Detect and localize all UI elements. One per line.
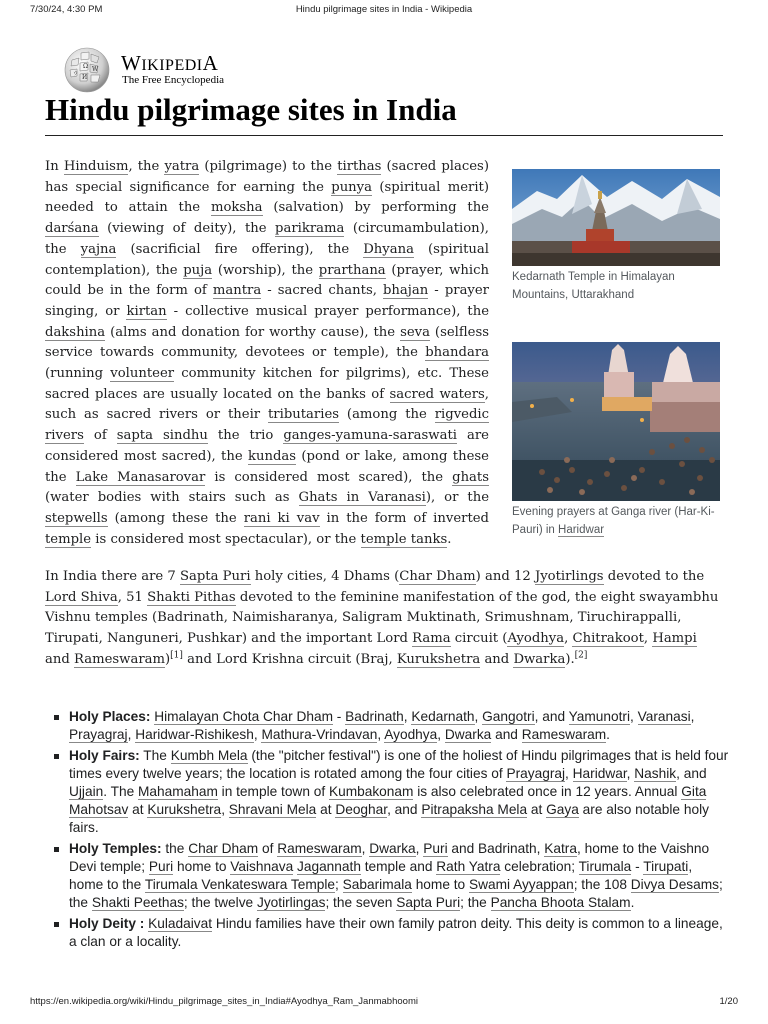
body-text: devoted to the: [603, 569, 705, 584]
kedarnath-figure: [512, 169, 720, 304]
article-link[interactable]: stepwells: [45, 510, 108, 526]
bullet-icon: [54, 715, 59, 720]
page-number: 1/20: [719, 996, 738, 1007]
body-text: (worship), the: [212, 262, 319, 278]
article-link[interactable]: Nashik: [634, 766, 677, 781]
body-text: ,: [377, 727, 385, 742]
article-link[interactable]: sacred waters: [389, 386, 485, 402]
list-item-label: Holy Deity :: [69, 916, 145, 931]
svg-text:Ω: Ω: [83, 63, 88, 70]
body-text: , the: [128, 159, 165, 174]
article-link[interactable]: Deoghar: [335, 802, 388, 817]
body-text: (prayer, which could be in the form of: [45, 262, 490, 299]
body-text: , and: [534, 709, 569, 724]
intro-paragraph: [45, 157, 489, 550]
body-text: ,: [437, 727, 445, 742]
body-text: ,: [361, 841, 370, 856]
body-text: In: [45, 159, 64, 174]
body-text: and: [480, 651, 514, 667]
body-text: ).: [565, 651, 575, 667]
wikipedia-tagline: The Free Encyclopedia: [122, 74, 225, 86]
body-text: ,: [221, 802, 229, 817]
body-text: ,: [253, 727, 262, 742]
body-text: .: [606, 727, 610, 742]
body-text: ,: [630, 709, 638, 724]
body-text: ,: [643, 631, 653, 647]
body-text: , home to the: [69, 859, 693, 892]
article-link[interactable]: Mahamaham: [137, 784, 218, 799]
body-text: (sacred places) has special significance for earning the: [45, 159, 489, 195]
article-link[interactable]: Rameswaram: [277, 841, 362, 856]
body-text: (circumambulation), the: [45, 221, 489, 257]
article-link[interactable]: Dwarka: [513, 651, 566, 667]
article-link[interactable]: kirtan: [126, 303, 167, 319]
body-text: ; the twelve: [183, 895, 257, 910]
list-item: [50, 708, 730, 744]
article-link[interactable]: temple: [45, 531, 92, 547]
body-text: and Lord Krishna circuit (Braj,: [182, 651, 397, 667]
page-title: Hindu pilgrimage sites in India: [45, 92, 457, 127]
body-text: ,: [565, 766, 573, 781]
article-link[interactable]: Lord Shiva: [45, 589, 118, 605]
article-link[interactable]: sapta sindhu: [116, 428, 208, 444]
body-text: (selfless service towards community, devotees or temple), the: [45, 324, 489, 361]
body-text: ,: [690, 709, 695, 724]
body-text: -: [333, 709, 346, 724]
body-text: -: [631, 859, 644, 874]
article-link[interactable]: Gaya: [546, 802, 579, 817]
list-item: [50, 840, 730, 912]
article-link[interactable]: Shakti Pithas: [147, 589, 236, 605]
body-text: and: [491, 727, 522, 742]
article-link[interactable]: moksha: [210, 200, 263, 216]
article-link[interactable]: ganges-yamuna-saraswati: [283, 428, 457, 444]
article-link[interactable]: Jyotirlings: [534, 569, 604, 584]
article-link[interactable]: Kurukshetra: [396, 651, 481, 667]
body-text: devoted to the feminine manifestation of the god, the eight swayambhu Vishnu temples (Badrinath, Naimisharanya, Saligram Muktinath, Srimushnam, Tiruchirappalli, Tirupati, Nanguneri, Pushkar) and the important Lord: [45, 589, 719, 647]
body-text: are also notable holy fairs.: [69, 802, 709, 835]
article-link[interactable]: tirthas: [337, 159, 382, 174]
article-link[interactable]: Haridwar: [572, 766, 627, 781]
body-text: the: [161, 841, 189, 856]
article-link[interactable]: Rameswaram: [74, 651, 165, 667]
haridwar-caption: Evening prayers at Ganga river (Har-Ki-Pauri) in Haridwar: [512, 506, 715, 536]
body-text: (alms and donation for worthy cause), the: [105, 324, 401, 340]
print-datetime: 7/30/24, 4:30 PM: [30, 4, 103, 15]
bullet-icon: [54, 754, 59, 759]
article-link[interactable]: Haridwar-Rishikesh: [135, 727, 254, 742]
article-link[interactable]: parikrama: [275, 221, 345, 237]
haridwar-figure: [512, 342, 720, 539]
article-link[interactable]: rani ki vav: [243, 510, 320, 526]
body-text: , and: [387, 802, 422, 817]
body-text: in temple town of: [217, 784, 329, 799]
article-link[interactable]: Char Dham: [399, 569, 476, 584]
article-link[interactable]: Himalayan Chota Char Dham: [154, 709, 333, 724]
body-text: (water bodies with stairs such as: [45, 490, 299, 506]
print-url: https://en.wikipedia.org/wiki/Hindu_pilgrimage_sites_in_India#Ayodhya_Ram_Janmabhoomi: [30, 996, 418, 1007]
print-footer: [0, 996, 768, 1012]
article-link[interactable]: bhajan: [382, 283, 429, 299]
body-text: , home to the Vaishno Devi temple;: [69, 841, 710, 874]
article-link[interactable]: Ayodhya: [507, 631, 565, 647]
body-text: (salvation) by performing the: [262, 200, 489, 216]
article-link[interactable]: Shakti Peethas: [91, 895, 184, 910]
body-text: ; the 108: [573, 877, 631, 892]
article-link[interactable]: Sabarimala: [342, 877, 412, 892]
article-link[interactable]: temple tanks: [360, 531, 448, 547]
citation-ref[interactable]: [1]: [170, 650, 183, 661]
body-text: at: [128, 802, 148, 817]
body-text: (running: [45, 366, 111, 382]
print-header: [0, 4, 768, 20]
article-link[interactable]: Gita Mahotsav: [69, 784, 707, 817]
article-link[interactable]: Dhyana: [363, 241, 414, 257]
body-text: , and: [676, 766, 707, 781]
body-text: circuit (: [450, 631, 508, 647]
body-text: home to: [411, 877, 469, 892]
list-item: [50, 915, 730, 951]
body-text: (among the: [339, 407, 435, 423]
article-link[interactable]: Dwarka: [444, 727, 492, 742]
body-text: (spiritual merit) needed to attain the: [45, 179, 489, 216]
article-link[interactable]: Mathura-Vrindavan: [261, 727, 378, 742]
body-text: community kitchen for pilgrims), etc. These sacred places are usually located on the banks of: [45, 366, 489, 402]
article-link[interactable]: Kedarnath: [411, 709, 475, 724]
article-link[interactable]: volunteer: [110, 366, 175, 382]
article-link[interactable]: Chitrakoot: [572, 631, 644, 647]
article-link[interactable]: Puri: [148, 859, 174, 874]
article-link[interactable]: Rath Yatra: [436, 859, 501, 874]
body-text: - collective musical prayer performance), the: [166, 303, 489, 319]
svg-text:И: И: [82, 74, 88, 81]
article-link[interactable]: seva: [400, 324, 430, 340]
body-text: ,: [403, 709, 412, 724]
body-text: temple and: [360, 859, 437, 874]
body-text: (viewing of deity), the: [98, 221, 276, 237]
body-text: .: [447, 531, 452, 547]
body-text: (pond or lake, among these the: [45, 448, 489, 485]
article-link[interactable]: Rameswaram: [521, 727, 607, 742]
article-link[interactable]: Hampi: [652, 631, 697, 647]
body-text: - prayer singing, or: [45, 283, 489, 319]
bullet-icon: [54, 847, 59, 852]
article-link[interactable]: Char Dham: [188, 841, 259, 856]
list-item-label: Holy Temples:: [69, 841, 162, 856]
body-text: at: [527, 802, 547, 817]
article-link[interactable]: Tirumala: [578, 859, 632, 874]
article-link[interactable]: Vaishnava: [230, 859, 294, 874]
article-link[interactable]: Ujjain: [69, 784, 104, 799]
body-text: , 51: [117, 589, 148, 605]
body-text: and Badrinath,: [447, 841, 545, 856]
body-text: ,: [564, 631, 573, 647]
holy-cities-paragraph: [45, 567, 723, 671]
article-link[interactable]: Sapta Puri: [396, 895, 461, 910]
svg-text:ウ: ウ: [73, 71, 79, 77]
article-link[interactable]: Pitrapaksha Mela: [421, 802, 528, 817]
article-link[interactable]: Varanasi: [637, 709, 691, 724]
article-link[interactable]: Jagannath: [297, 859, 361, 874]
body-text: (spiritual contemplation), the: [45, 241, 489, 278]
body-text: ;: [335, 877, 343, 892]
body-text: is also celebrated once in 12 years. Annual: [413, 784, 682, 799]
article-link[interactable]: Katra: [544, 841, 577, 856]
body-text: celebration;: [500, 859, 579, 874]
article-link[interactable]: Jyotirlingas: [256, 895, 326, 910]
article-link[interactable]: tributaries: [268, 407, 340, 423]
body-text: ,: [127, 727, 136, 742]
article-link[interactable]: Ghats in Varanasi: [298, 490, 426, 506]
svg-text:W: W: [92, 66, 99, 73]
body-text: ,: [626, 766, 635, 781]
article-link[interactable]: prarthana: [318, 262, 386, 278]
article-link[interactable]: Rama: [412, 631, 451, 647]
body-text: , such as sacred rivers or their: [45, 386, 489, 423]
kedarnath-caption: Kedarnath Temple in Himalayan Mountains, Uttarakhand: [512, 271, 675, 301]
article-link[interactable]: Yamunotri: [568, 709, 631, 724]
article-link[interactable]: Shravani Mela: [228, 802, 317, 817]
body-text: of: [83, 428, 117, 444]
article-link[interactable]: mantra: [212, 283, 262, 299]
article-link[interactable]: Kurukshetra: [147, 802, 222, 817]
body-text: at: [316, 802, 336, 817]
kedarnath-temple-image[interactable]: [512, 169, 720, 266]
body-text: holy cities, 4 Dhams (: [250, 569, 400, 584]
article-link[interactable]: Kuladaivat: [148, 916, 213, 931]
wikipedia-globe-icon[interactable]: [62, 44, 112, 94]
body-text: ) and 12: [475, 569, 535, 584]
article-link[interactable]: Hinduism: [63, 159, 129, 174]
article-link[interactable]: Lake Manasarovar: [75, 469, 206, 485]
article-link[interactable]: Puri: [423, 841, 448, 856]
body-text: and: [45, 651, 74, 667]
body-text: ): [165, 651, 171, 667]
title-divider: [45, 135, 723, 136]
bullet-icon: [54, 922, 59, 927]
body-text: of: [258, 841, 278, 856]
body-text: ; the seven: [325, 895, 397, 910]
ganga-prayers-image[interactable]: [512, 342, 720, 501]
article-link[interactable]: kundas: [248, 448, 297, 464]
body-text: ; the: [460, 895, 491, 910]
article-link[interactable]: Prayagraj: [506, 766, 566, 781]
list-item-label: Holy Places:: [69, 709, 151, 724]
body-text: The: [139, 748, 171, 763]
article-link[interactable]: Sapta Puri: [179, 569, 251, 584]
body-text: - sacred chants,: [261, 283, 383, 299]
body-text: ), or the: [425, 490, 490, 506]
article-link[interactable]: Ayodhya: [384, 727, 438, 742]
article-link[interactable]: dakshina: [45, 324, 106, 340]
article-link[interactable]: Swami Ayyappan: [468, 877, 574, 892]
article-link[interactable]: rigvedic rivers: [45, 407, 489, 444]
haridwar-link[interactable]: Haridwar: [558, 524, 605, 536]
body-text: in the form of inverted: [319, 510, 489, 526]
list-item-label: Holy Fairs:: [69, 748, 140, 763]
article-link[interactable]: yajna: [80, 241, 117, 257]
list-item: [50, 747, 730, 837]
article-link[interactable]: Divya Desams: [630, 877, 720, 892]
body-text: (the "pitcher festival") is one of the holiest of Hindu pilgrimages that is held four times every twelve years; the location is rotated among the four cities of: [69, 748, 729, 781]
article-link[interactable]: Prayagraj: [69, 727, 128, 742]
article-link[interactable]: bhandara: [425, 345, 489, 361]
body-text: ,: [415, 841, 424, 856]
pilgrimage-categories-list: [50, 708, 730, 954]
body-text: Hindu families have their own family patron deity. This deity is common to a lineage, a clan or a locality.: [69, 916, 723, 949]
article-link[interactable]: Dwarka: [369, 841, 416, 856]
article-link[interactable]: Kumbakonam: [328, 784, 414, 799]
article-link[interactable]: Badrinath: [345, 709, 404, 724]
body-text: (pilgrimage) to the: [199, 159, 338, 174]
article-link[interactable]: punya: [331, 179, 372, 195]
body-text: In India there are 7: [45, 569, 180, 584]
body-text: are considered most sacred), the: [45, 428, 489, 464]
article-link[interactable]: Kumbh Mela: [170, 748, 248, 763]
article-link[interactable]: yatra: [164, 159, 200, 174]
article-link[interactable]: Tirumala Venkateswara Temple: [144, 877, 336, 892]
article-link[interactable]: Pancha Bhoota Stalam: [490, 895, 631, 910]
article-link[interactable]: puja: [183, 262, 213, 278]
wikipedia-wordmark[interactable]: WIKIPEDIA: [121, 51, 219, 75]
body-text: .: [630, 895, 635, 910]
article-link[interactable]: ghats: [452, 469, 489, 485]
body-text: (among these the: [107, 510, 244, 526]
article-link[interactable]: Gangotri: [482, 709, 535, 724]
body-text: ,: [474, 709, 483, 724]
citation-ref[interactable]: [2]: [574, 650, 588, 661]
body-text: is considered most scared), the: [205, 469, 453, 485]
body-text: (sacrificial fire offering), the: [116, 241, 364, 257]
print-doc-title: Hindu pilgrimage sites in India - Wikipedia: [295, 4, 473, 15]
body-text: . The: [103, 784, 138, 799]
article-link[interactable]: darśana: [45, 221, 99, 237]
body-text: home to: [173, 859, 231, 874]
article-link[interactable]: Tirupati: [643, 859, 689, 874]
body-text: ; the: [69, 877, 723, 910]
body-text: is considered most spectacular), or the: [91, 531, 361, 547]
body-text: the trio: [207, 428, 284, 444]
